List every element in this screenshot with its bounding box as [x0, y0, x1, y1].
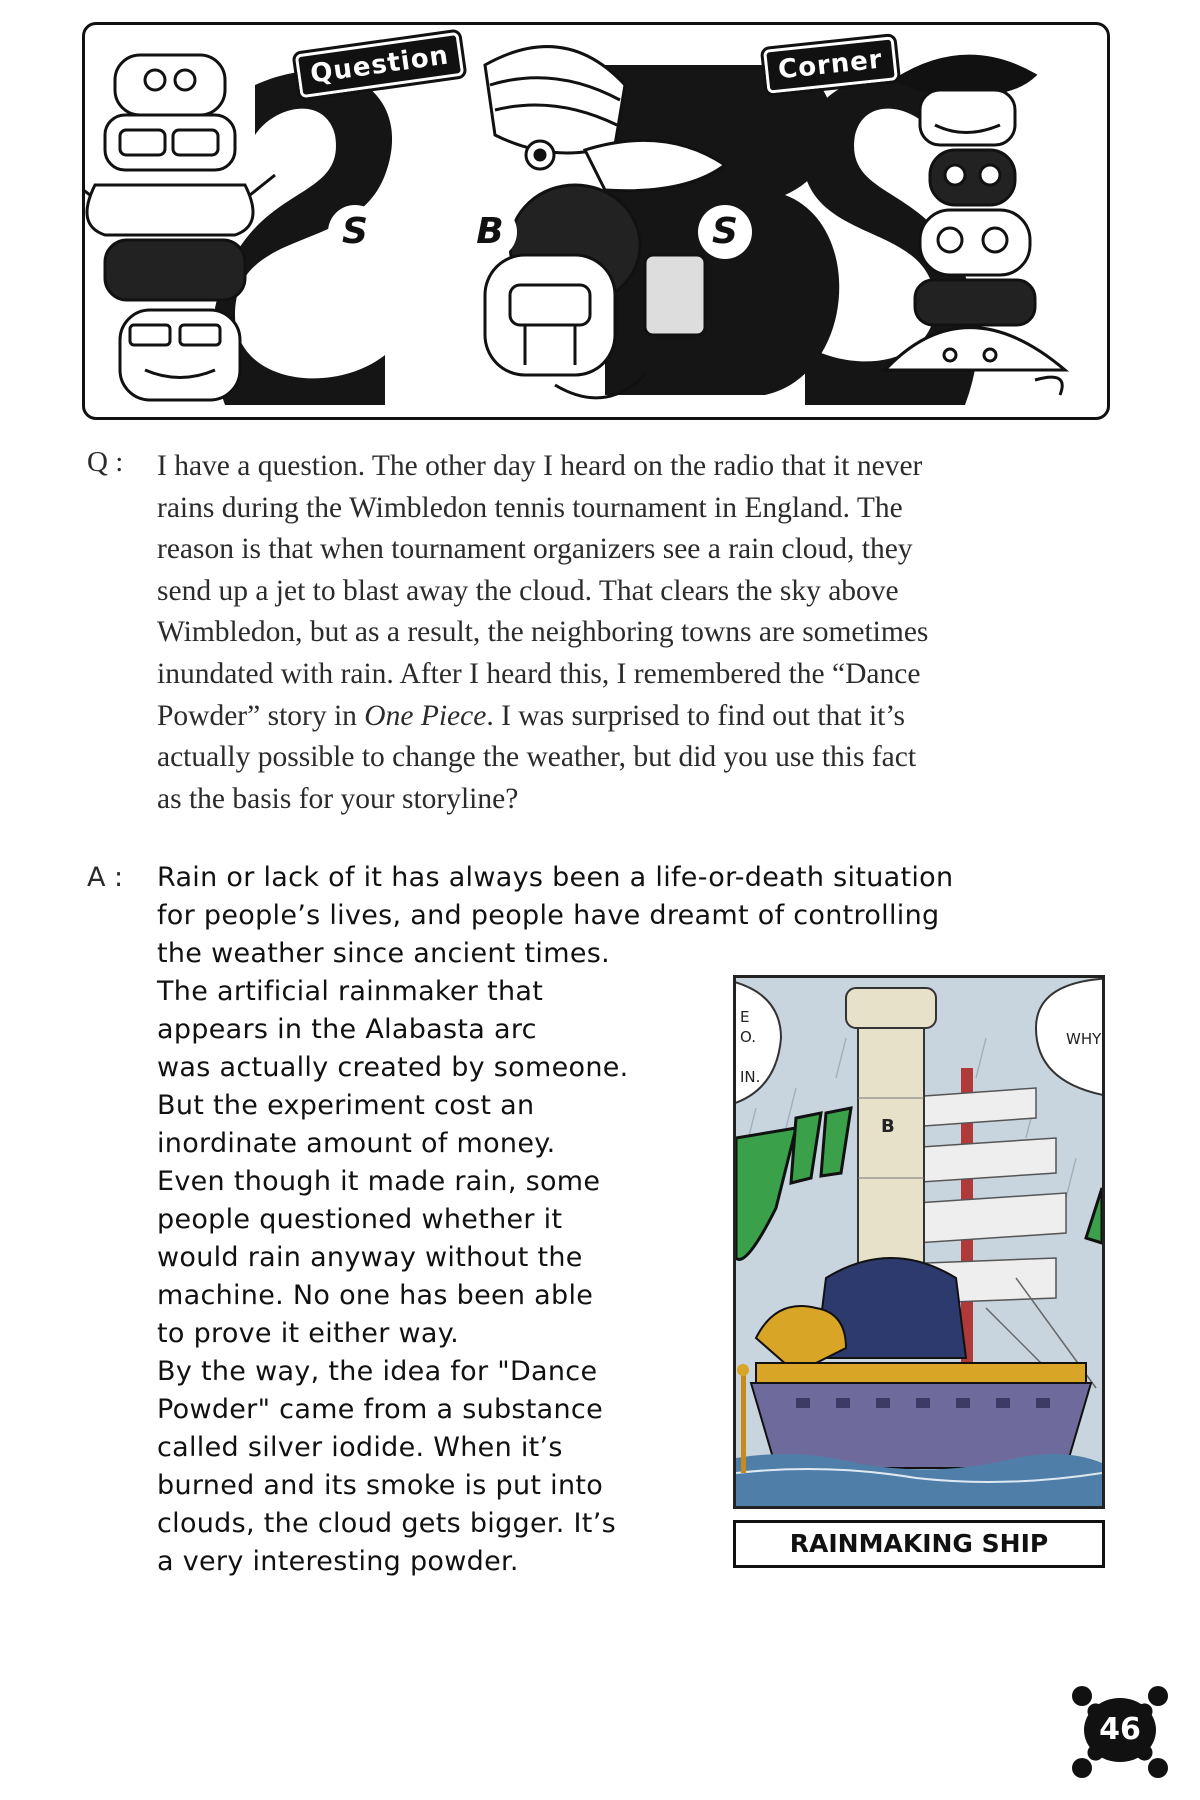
- banner-title-corner: Corner: [763, 36, 898, 93]
- answer-line: Even though it made rain, some: [157, 1166, 601, 1197]
- answer-line: machine. No one has been able: [157, 1280, 594, 1311]
- question-line: send up a jet to blast away the cloud. That clears the sky above: [157, 574, 899, 607]
- answer-line: inordinate amount of money.: [157, 1128, 556, 1159]
- answer-line: burned and its smoke is put into: [157, 1470, 604, 1501]
- answer-line: Powder" came from a substance: [157, 1394, 603, 1425]
- sbs-banner-illustration: [82, 22, 1110, 420]
- answer-line: was actually created by someone.: [157, 1052, 629, 1083]
- page-number-badge: [1070, 1682, 1170, 1782]
- answer-line: the weather since ancient times.: [157, 938, 610, 969]
- question-line: inundated with rain. After I heard this, I remembered the “Dance: [157, 657, 921, 690]
- answer-line: would rain anyway without the: [157, 1242, 583, 1273]
- question-line: I have a question. The other day I heard on the radio that it never: [157, 450, 923, 482]
- question-line: reason is that when tournament organizers see a rain cloud, they: [157, 533, 913, 566]
- question-line: rains during the Wimbledon tennis tournament in England. The: [157, 491, 903, 524]
- answer-line: a very interesting powder.: [157, 1546, 519, 1577]
- rainmaking-ship-illustration: [733, 975, 1105, 1509]
- question-label: Q :: [87, 446, 124, 478]
- answer-line: people questioned whether it: [157, 1204, 563, 1235]
- speech-bubble-why: WHY: [1066, 1030, 1102, 1048]
- answer-line: called silver iodide. When it’s: [157, 1432, 563, 1463]
- banner-artwork: [85, 25, 1107, 417]
- question-line: Wimbledon, but as a result, the neighboring towns are sometimes: [157, 616, 929, 649]
- question-text: [157, 446, 1077, 820]
- manga-title: One Piece: [364, 699, 487, 732]
- sbs-letter-b: B: [463, 205, 517, 259]
- question-line-end: . I was surprised to find out that it’s: [486, 699, 906, 732]
- left-totem-character: [85, 55, 275, 400]
- answer-line: appears in the Alabasta arc: [157, 1014, 537, 1045]
- answer-line: to prove it either way.: [157, 1318, 460, 1349]
- question-line: actually possible to change the weather, but did you use this fact: [157, 741, 917, 774]
- ship-tower-letter: B: [881, 1116, 895, 1137]
- question-line-with-title: [157, 696, 1077, 738]
- answer-line: clouds, the cloud gets bigger. It’s: [157, 1508, 616, 1539]
- sbs-letter-s-first: S: [328, 205, 382, 259]
- speech-bubble-fragment: E: [740, 1008, 750, 1026]
- illustration-caption: RAINMAKING SHIP: [733, 1520, 1105, 1568]
- answer-line: The artificial rainmaker that: [157, 976, 544, 1007]
- banner-title-question: Question: [295, 32, 465, 99]
- question-line: as the basis for your storyline?: [157, 782, 519, 815]
- answer-line: But the experiment cost an: [157, 1090, 535, 1121]
- speech-bubble-fragment: IN.: [740, 1068, 761, 1086]
- page-number: 46: [1099, 1712, 1141, 1747]
- speech-bubble-fragment: O.: [740, 1028, 756, 1046]
- question-line-start: Powder” story in: [157, 699, 365, 732]
- sbs-letter-s-second: S: [698, 205, 752, 259]
- answer-line: for people’s lives, and people have dreamt of controlling: [157, 900, 940, 931]
- ship-artwork: [736, 978, 1102, 1506]
- answer-label: A :: [87, 862, 124, 893]
- answer-line: By the way, the idea for "Dance: [157, 1356, 598, 1387]
- answer-line: Rain or lack of it has always been a life-or-death situation: [157, 862, 954, 893]
